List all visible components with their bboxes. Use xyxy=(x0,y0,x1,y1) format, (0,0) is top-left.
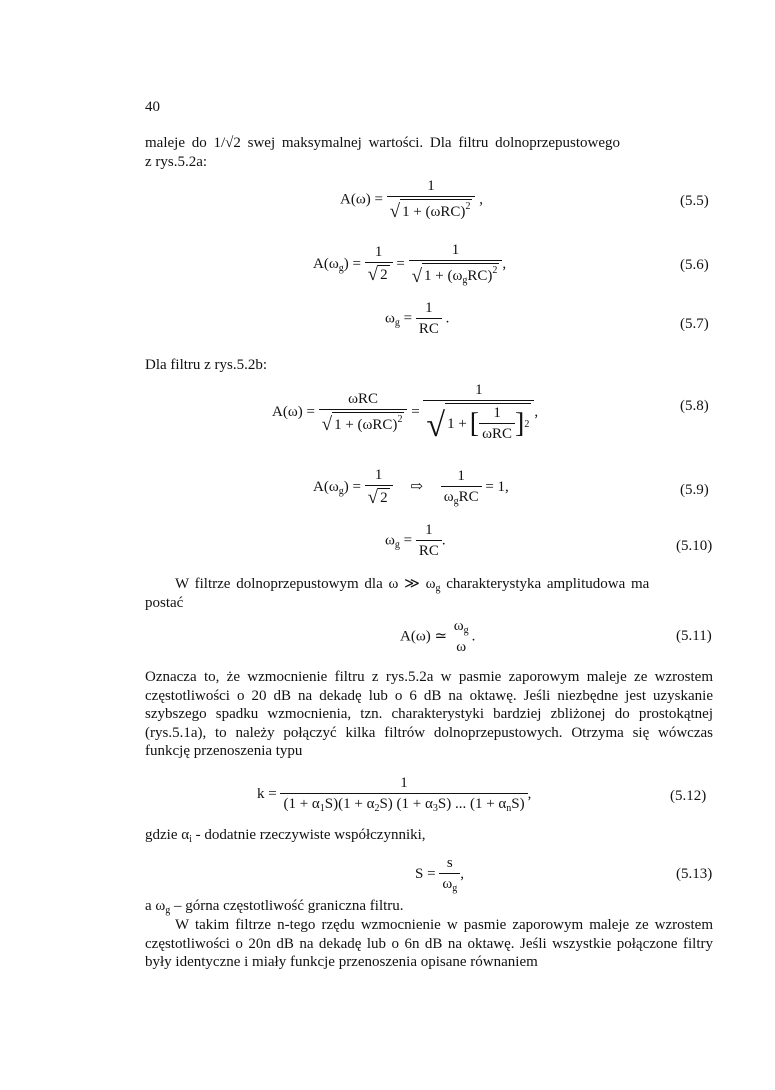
eq59-num1: 1 xyxy=(374,467,383,483)
eq513-lhs: S = xyxy=(415,865,436,882)
eq513-den-sub: g xyxy=(452,883,458,894)
equation-5-12 xyxy=(257,775,531,814)
eq58-fraction-1: ωRC √ $1 + (\omega RC)^2$ xyxy=(319,391,408,435)
equation-number-5-11: (5.11) xyxy=(676,628,712,644)
eq510-equals: = xyxy=(403,532,413,549)
eq512-den-4: S) ... (1 + α xyxy=(437,796,507,812)
eq55-exponent: 2 xyxy=(465,201,471,212)
eq58-num2: 1 xyxy=(475,382,483,398)
equation-5-5 xyxy=(340,178,483,222)
eq56-num1: 1 xyxy=(374,244,383,260)
equation-number-5-7: (5.7) xyxy=(680,316,709,332)
eq56-num2: 1 xyxy=(451,242,460,258)
eq59-fraction-2 xyxy=(441,468,482,507)
eq59-den2-sub: g xyxy=(453,496,459,507)
eq511-den: ω xyxy=(456,639,467,655)
a-omega-text: a ω xyxy=(145,898,166,914)
eq59-lhs-end: ) = xyxy=(343,478,361,495)
eq55-comma: , xyxy=(479,191,483,208)
eq511-lhs: A(ω) ≃ xyxy=(400,628,448,645)
heading-filter-b: Dla filtru z rys.5.2b: xyxy=(145,357,268,373)
eq55-numerator: 1 xyxy=(427,178,435,194)
eq59-den2-end: RC xyxy=(458,489,479,505)
eq58-den2-exp: 2 xyxy=(524,418,530,430)
eq59-fraction-1: 1 √ 2 xyxy=(365,467,393,508)
eq512-sub-3: 3 xyxy=(432,803,438,814)
eq58-inner-fraction xyxy=(479,405,515,443)
eq510-num: 1 xyxy=(425,522,433,538)
eq57-num: 1 xyxy=(425,300,433,316)
eq56-den2: 1 + (ω xyxy=(424,268,463,284)
eq513-den: ω xyxy=(442,876,453,892)
eq57-dot: . xyxy=(445,310,450,327)
eq55-fraction: 1 √ $1 + (\omega RC)^2$ xyxy=(387,178,476,222)
eq59-rhs: = 1, xyxy=(485,478,509,495)
eq55-denominator: 1 + (ωRC) xyxy=(402,204,466,220)
eq512-den-2: S)(1 + α xyxy=(324,796,375,812)
eq58-comma: , xyxy=(534,403,539,420)
eq511-num: ω xyxy=(453,618,464,634)
equation-number-5-5: (5.5) xyxy=(680,193,709,209)
paragraph-w-filtrze-line-1 xyxy=(175,575,713,598)
eq58-den2-a: 1 + xyxy=(447,415,467,432)
equation-5-9 xyxy=(313,467,509,508)
eq512-den-5: S) xyxy=(511,796,525,812)
eq59-lhs-sub: g xyxy=(338,485,344,497)
equation-number-5-9: (5.9) xyxy=(680,482,709,498)
paragraph-oznacza: Oznacza to, że wzmocnienie filtru z rys.5.2a w pasmie zaporowym maleje ze wzrostem częstotliwości o 20 dB na dekadę lub o 6 dB na oktawę. Jeśli niezbędne jest uzyskanie szybszego spadku wzmocnienia, tzn. charakterystyki bardziej zbliżonej do prostokątnej (rys.5.1a), to należy połączyć kilka filtrów dolnoprzepustowych. Otrzyma się wówczas funkcję przenoszenia typu xyxy=(145,669,713,760)
eq57-fraction xyxy=(416,300,442,338)
equation-5-7 xyxy=(385,300,449,338)
eq510-den: RC xyxy=(416,540,442,560)
page-number: 40 xyxy=(145,99,160,115)
eq57-equals: = xyxy=(403,310,413,327)
eq512-comma: , xyxy=(527,785,532,802)
eq56-comma: , xyxy=(502,255,507,272)
eq59-den1: 2 xyxy=(380,490,388,506)
eq58-den1: 1 + (ωRC) xyxy=(334,416,398,433)
eq56-fraction-1: 1 √ 2 xyxy=(365,244,393,285)
eq513-fraction xyxy=(439,855,460,894)
eq57-lhs: ω xyxy=(385,310,395,327)
gdzie-sub: i xyxy=(189,834,192,845)
eq57-den: RC xyxy=(416,318,442,338)
eq56-den2-sub: g xyxy=(462,275,468,286)
paragraph-w-filtrze-line-2: postać xyxy=(145,595,184,611)
implies-arrow-icon: ⇨ xyxy=(410,478,423,495)
eq512-sub-4: n xyxy=(506,803,512,814)
eq56-lhs-end: ) = xyxy=(343,255,361,272)
eq56-equals: = xyxy=(396,255,405,272)
eq510-lhs: ω xyxy=(385,532,395,549)
gdzie-rest: - dodatnie rzeczywiste współczynniki, xyxy=(191,827,426,843)
equation-number-5-8: (5.8) xyxy=(680,398,709,414)
paragraph-final: W takim filtrze n-tego rzędu wzmocnienie w pasmie zaporowym maleje ze wzrostem częstotliwości o 20n dB na dekadę lub o 6n dB na oktawę. Jeśli wszystkie połączone filtry były identyczne i miały funkcje przenoszenia opisane równaniem xyxy=(145,917,713,971)
eq510-dot: . xyxy=(441,532,446,549)
eq58-num1: ωRC xyxy=(348,390,378,407)
eq58-fraction-2: 1 √ 1 + [ $\frac{1}{\text{ωRC}}$ ] 2 xyxy=(423,382,534,443)
equation-5-11 xyxy=(400,618,475,656)
eq56-den2-exp: 2 xyxy=(492,265,498,276)
eq58-equals: = xyxy=(411,403,420,420)
gdzie-text: gdzie α xyxy=(145,827,190,843)
eq511-num-sub: g xyxy=(463,625,469,636)
eq58-den1-exp: 2 xyxy=(397,413,403,425)
equation-5-13 xyxy=(415,855,464,894)
a-omega-rest: – górna częstotliwość graniczna filtru. xyxy=(170,898,404,914)
eq56-lhs-sub: g xyxy=(338,262,344,274)
eq510-lhs-sub: g xyxy=(394,539,400,551)
a-omega-sub: g xyxy=(165,905,171,916)
eq512-num: 1 xyxy=(400,775,408,791)
eq57-lhs-sub: g xyxy=(394,317,400,329)
gdzie-line xyxy=(145,826,426,849)
equation-number-5-12: (5.12) xyxy=(670,788,707,804)
eq56-lhs: A(ω xyxy=(313,255,339,272)
eq512-fraction xyxy=(280,775,527,814)
eq511-dot: . xyxy=(471,628,476,645)
equation-5-10 xyxy=(385,522,446,560)
eq56-den2-end: RC) xyxy=(467,268,493,284)
intro-line-2: z rys.5.2a: xyxy=(145,154,208,170)
eq512-sub-2: 2 xyxy=(374,803,380,814)
eq510-fraction xyxy=(416,522,442,560)
eq512-lhs: k = xyxy=(257,785,277,802)
eq512-den-1: (1 + α xyxy=(283,796,320,812)
para-w-filtrze-sub: g xyxy=(435,583,441,594)
equation-5-8 xyxy=(272,382,538,443)
eq511-fraction xyxy=(451,618,472,656)
eq512-sub-1: 1 xyxy=(319,803,325,814)
eq59-num2: 1 xyxy=(457,468,465,484)
eq55-lhs: A(ω) = xyxy=(340,191,383,208)
para-w-filtrze-part-1: W filtrze dolnoprzepustowym dla ω ≫ ω xyxy=(175,576,436,592)
equation-number-5-13: (5.13) xyxy=(676,866,713,882)
para-w-filtrze-part-2: charakterystyka amplitudowa ma xyxy=(440,576,650,592)
eq513-num: s xyxy=(446,855,453,871)
eq58-inner-den: ωRC xyxy=(479,423,515,443)
eq56-fraction-2: 1 √ $1 + (\omega_gRC)^2$ xyxy=(409,242,503,287)
equation-5-6 xyxy=(313,242,506,287)
intro-line-1: maleje do 1/√2 swej maksymalnej wartości. Dla filtru dolnoprzepustowego xyxy=(145,135,621,151)
eq58-inner-num: 1 xyxy=(493,405,501,421)
eq513-comma: , xyxy=(460,865,464,882)
equation-number-5-6: (5.6) xyxy=(680,257,709,273)
eq512-den-3: S) (1 + α xyxy=(379,796,433,812)
eq58-lhs: A(ω) = xyxy=(272,403,315,420)
equation-number-5-10: (5.10) xyxy=(676,538,713,554)
eq56-den1: 2 xyxy=(380,267,388,283)
eq59-lhs: A(ω xyxy=(313,478,339,495)
eq59-den2: ω xyxy=(443,489,454,505)
